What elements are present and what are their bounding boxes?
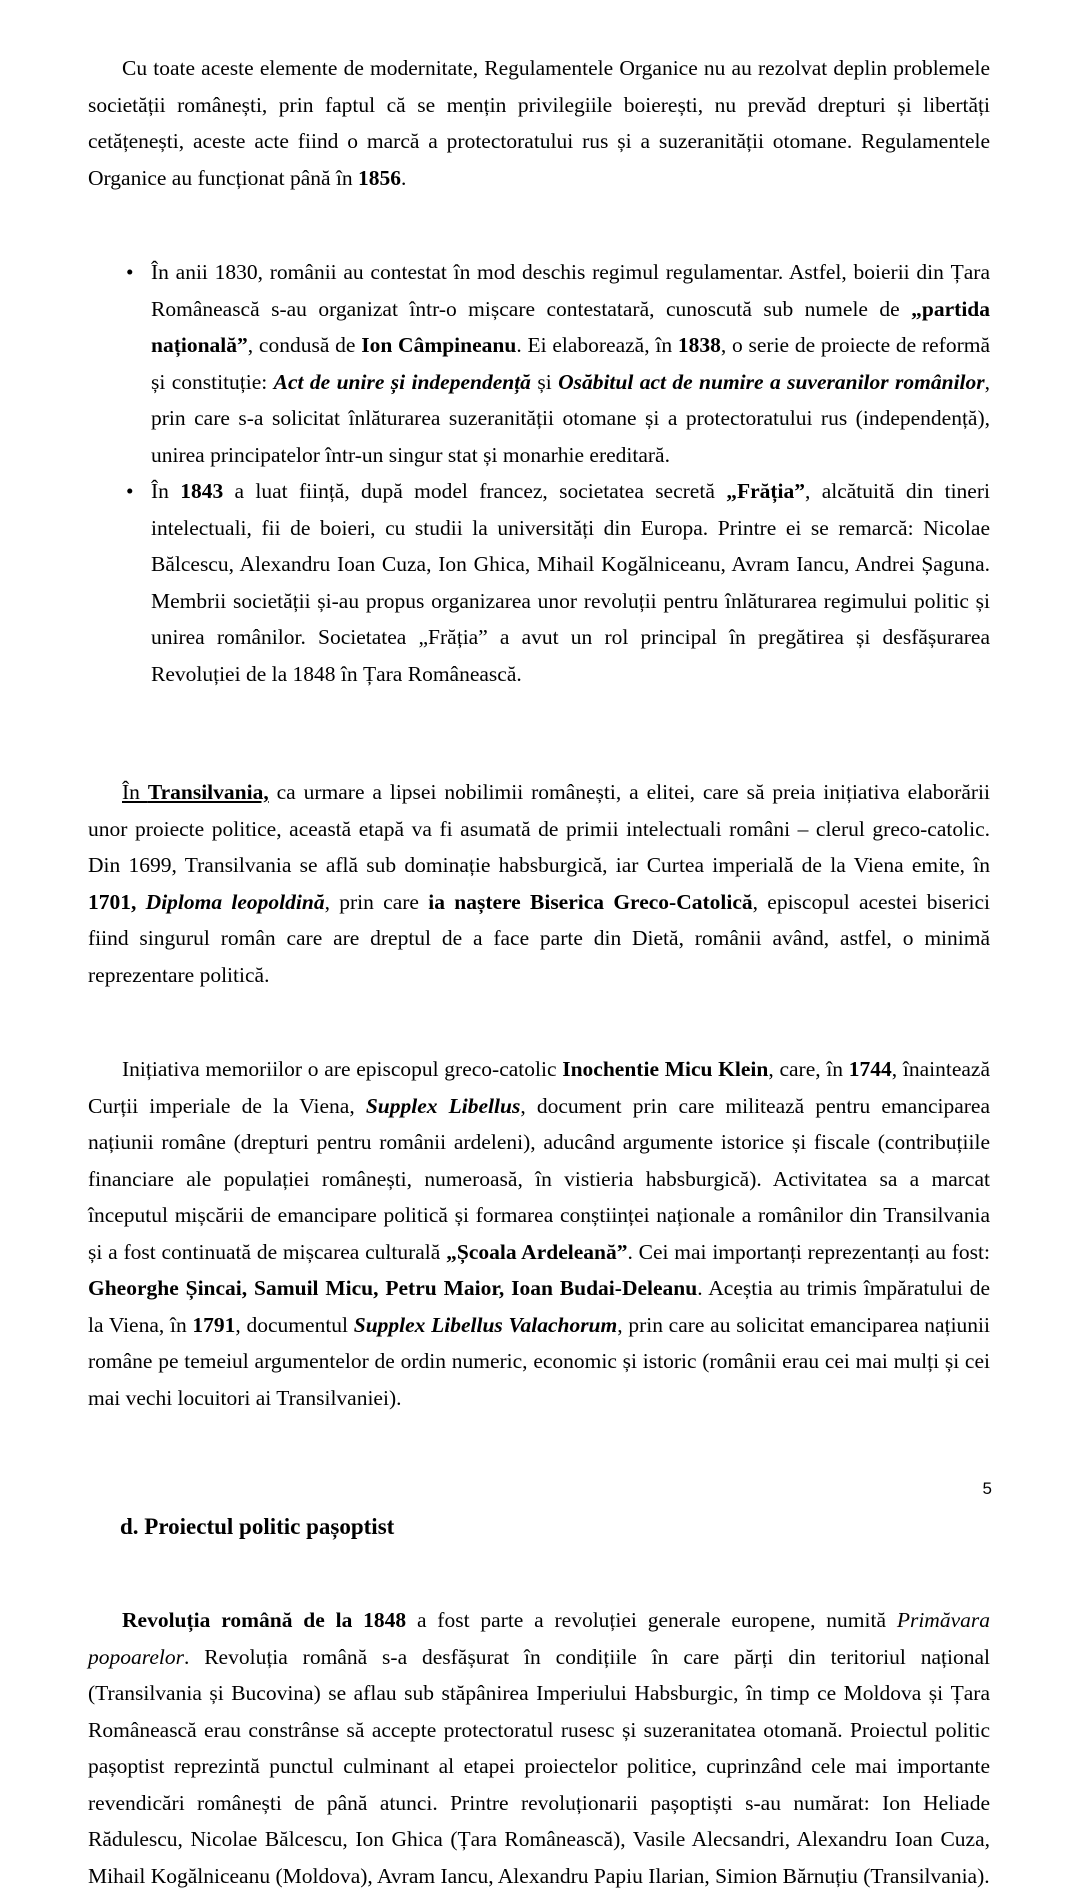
list-item: • În anii 1830, românii au contestat în mod deschis regimul regulamentar. Astfel, boierii din Țara Românească s-au organizat într-o mișcare contestatară, cunoscută sub numele de „partida națională”, condusă de Ion Câmpineanu. Ei elaborează, în 1838, o serie de proiecte de reformă și constituție: Act de unire și independență și Osăbitul act de numire a suveranilor românilor, prin care s-a solicitat înlăturarea suzeranității otomane și a protectoratului rus (independență), unirea principatelor într-un singur stat și monarhie ereditară. — [88, 254, 990, 473]
spacer — [88, 692, 990, 774]
page-title: d. Proiectul politic pașoptist — [120, 1514, 395, 1539]
spacer — [88, 1544, 990, 1602]
spacer — [88, 196, 990, 254]
spacer — [88, 1416, 990, 1510]
paragraph-regulamente-organice: Cu toate aceste elemente de modernitate, Regulamentele Organice nu au rezolvat deplin problemele societății românești, prin faptul că se mențin privilegiile boierești, nu prevăd drepturi și libertăți cetățenești, aceste acte fiind o marcă a protectoratului rus și a suzeranității otomane. Regulamentele Organice au funcționat până în 1856. — [88, 56, 990, 190]
paragraph-memorii-supplex: Inițiativa memoriilor o are episcopul greco-catolic Inochentie Micu Klein, care, în 1744, înaintează Curții imperiale de la Viena, Supplex Libellus, document prin care militează pentru emanciparea națiunii române (drepturi pentru românii ardeleni), aducând argumente istorice și fiscale (contribuțiile financiare ale populației românești, numeroasă, în vistieria habsburgică). Activitatea sa a marcat începutul mișcării de emancipare politică și formarea conștiinței naționale a românilor din Transilvania și a fost continuată de mișcarea culturală „Școala Ardeleană”. Cei mai importanți reprezentanți au fost: Gheorghe Șincai, Samuil Micu, Petru Maior, Ioan Budai-Deleanu. Aceștia au trimis împăratului de la Viena, în 1791, documentul Supplex Libellus Valachorum, prin care au solicitat emanciparea națiunii române pe temeiul argumentelor de ordin numeric, economic și istoric (românii erau cei mai mulți și cei mai vechi locuitori ai Transilvaniei). — [88, 1057, 990, 1410]
paragraph-revolutia-1848: Revoluția română de la 1848 a fost parte a revoluției generale europene, numită Primăvara popoarelor. Revoluția română s-a desfășurat în condițiile în care părți din teritoriul național (Transilvania și Bucovina) se aflau sub stăpânirea Imperiului Habsburgic, în timp ce Moldova și Țara Românească erau constrânse să accepte protectoratul rusesc și suzeranitatea otomană. Proiectul politic pașoptist reprezintă punctul culminant al etapei proiectelor politice, cuprinzând cele mai importante revendicări românești de până atunci. Printre revoluționarii pașoptiști s-au numărat: Ion Heliade Rădulescu, Nicolae Bălcescu, Ion Ghica (Țara Românească), Vasile Alecsandri, Alexandru Ioan Cuza, Mihail Kogălniceanu (Moldova), Avram Iancu, Alexandru Papiu Ilarian, Simion Bărnuțiu (Transilvania). — [88, 1608, 990, 1888]
paragraph-transilvania: În Transilvania, ca urmare a lipsei nobilimii românești, a elitei, care să preia inițiativa elaborării unor proiecte politice, această etapă va fi asumată de primii intelectuali români – clerul greco-catolic. Din 1699, Transilvania se află sub dominație habsburgică, iar Curtea imperială de la Viena emite, în 1701, Diploma leopoldină, prin care ia naștere Biserica Greco-Catolică, episcopul acestei biserici fiind singurul român care are dreptul de a face parte din Dietă, românii având, astfel, o minimă reprezentare politică. — [88, 780, 991, 987]
list-item: • În 1843 a luat ființă, după model francez, societatea secretă „Frăția”, alcătuită din tineri intelectuali, fii de boieri, cu studii la universități din Europa. Printre ei se remarcă: Nicolae Bălcescu, Alexandru Ioan Cuza, Ion Ghica, Mihail Kogălniceanu, Avram Iancu, Andrei Șaguna. Membrii societății și-au propus organizarea unor revoluții pentru înlăturarea regimului politic și unirea românilor. Societatea „Frăția” a avut un rol principal în pregătirea și desfășurarea Revoluției de la 1848 în Țara Românească. — [88, 473, 990, 692]
spacer — [88, 993, 990, 1051]
bullet-list-proiecte-politice — [88, 254, 990, 692]
page-number: 5 — [982, 1479, 992, 1498]
